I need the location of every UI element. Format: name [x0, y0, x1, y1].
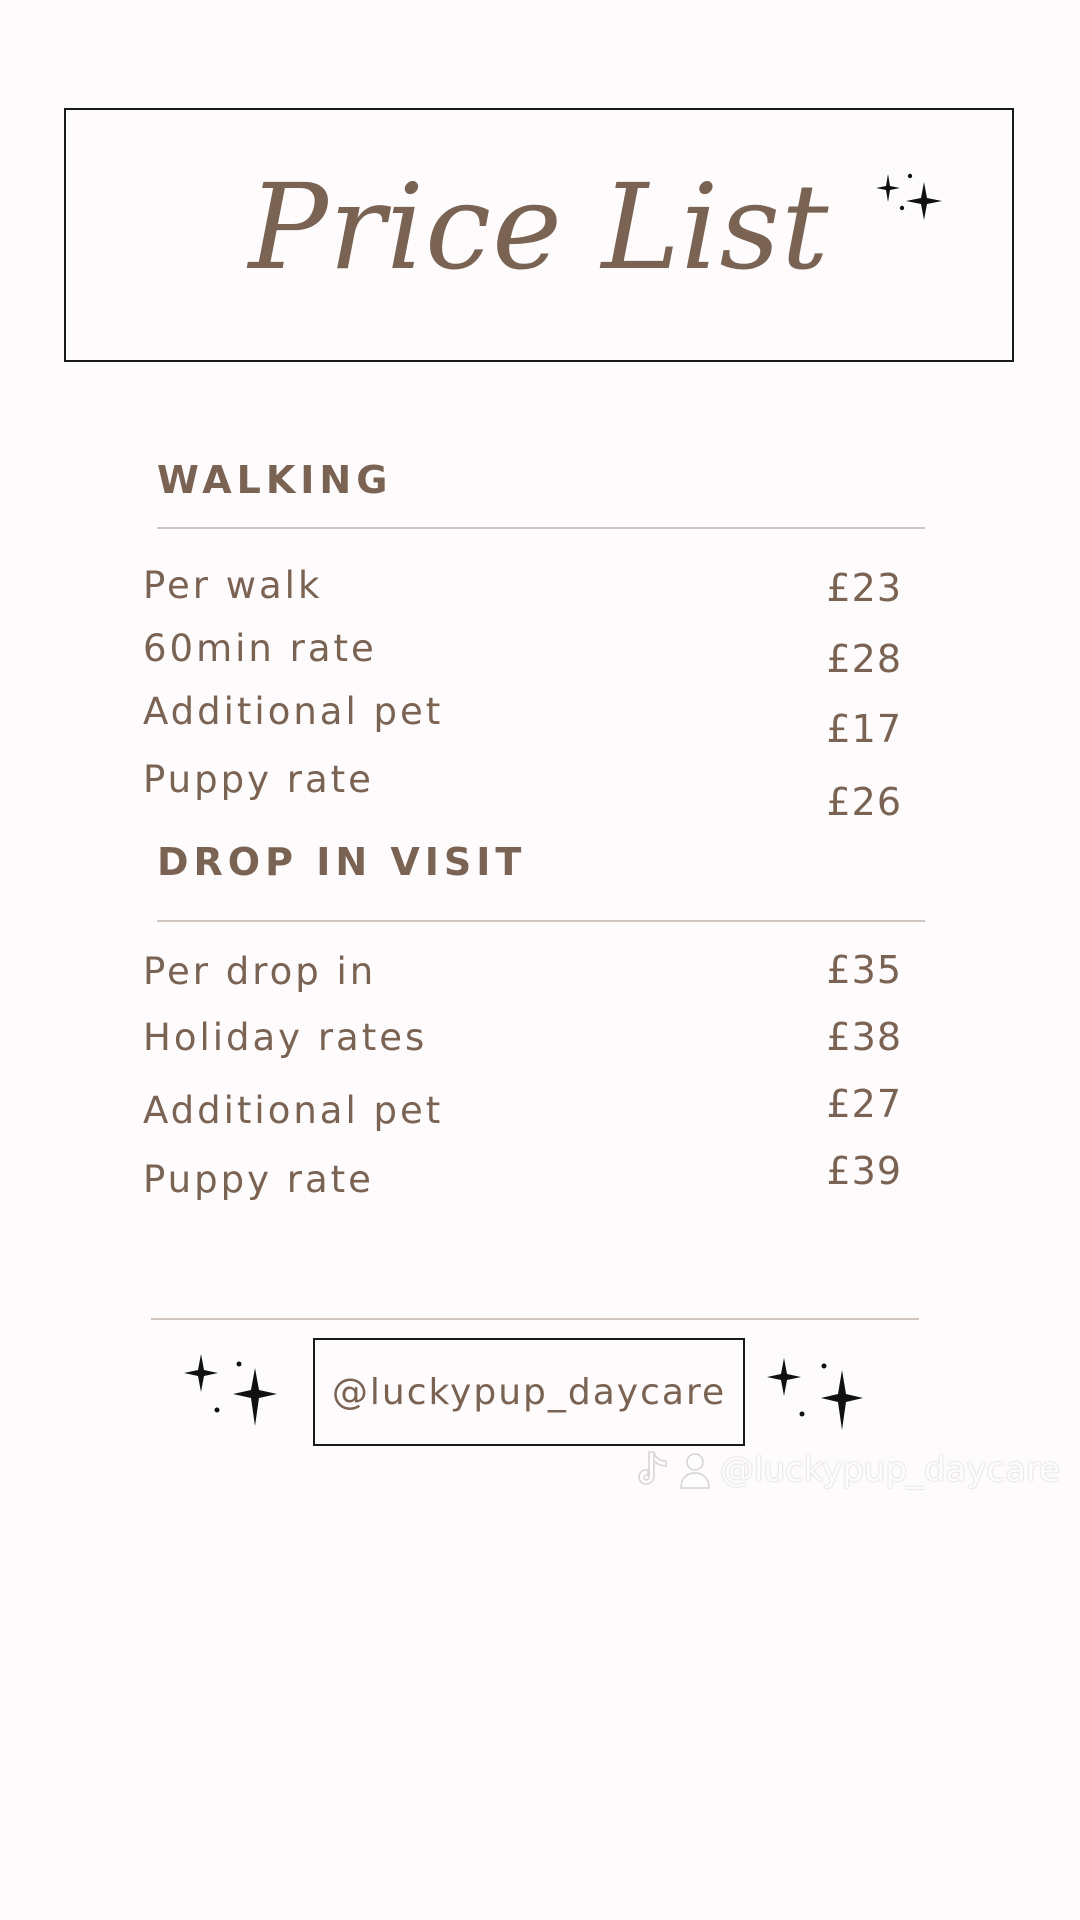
tiktok-icon — [636, 1450, 670, 1490]
item-label-additional-pet: Additional pet — [143, 690, 444, 733]
sparkle-icon — [876, 168, 946, 224]
item-label-additional-pet: Additional pet — [143, 1089, 444, 1132]
item-price-per-walk: £23 — [826, 566, 902, 610]
item-price-puppy-rate: £39 — [826, 1149, 902, 1193]
watermark — [636, 1445, 1060, 1495]
item-label-holiday-rates: Holiday rates — [143, 1016, 428, 1059]
watermark-handle: @luckypup_daycare — [720, 1450, 1061, 1490]
item-label-60min-rate: 60min rate — [143, 627, 377, 670]
section-heading-drop-in-visit: DROP IN VISIT — [157, 840, 527, 884]
item-price-holiday-rates: £38 — [826, 1015, 902, 1059]
page-title: Price List — [248, 158, 830, 296]
item-label-puppy-rate: Puppy rate — [143, 758, 374, 801]
footer-divider — [151, 1318, 919, 1320]
item-price-per-drop-in: £35 — [826, 948, 902, 992]
item-label-puppy-rate: Puppy rate — [143, 1158, 374, 1201]
divider — [157, 920, 925, 922]
divider — [157, 527, 925, 529]
user-icon — [678, 1450, 712, 1490]
item-price-additional-pet: £17 — [826, 707, 902, 751]
title-box — [64, 108, 1014, 362]
section-heading-walking: WALKING — [157, 458, 393, 502]
sparkle-icon — [183, 1352, 279, 1430]
item-label-per-walk: Per walk — [143, 564, 323, 607]
item-label-per-drop-in: Per drop in — [143, 950, 377, 993]
sparkle-icon — [766, 1354, 864, 1434]
social-handle[interactable]: @luckypup_daycare — [331, 1371, 727, 1413]
item-price-additional-pet: £27 — [826, 1082, 902, 1126]
handle-box — [313, 1338, 745, 1446]
item-price-60min-rate: £28 — [826, 637, 902, 681]
item-price-puppy-rate: £26 — [826, 780, 902, 824]
